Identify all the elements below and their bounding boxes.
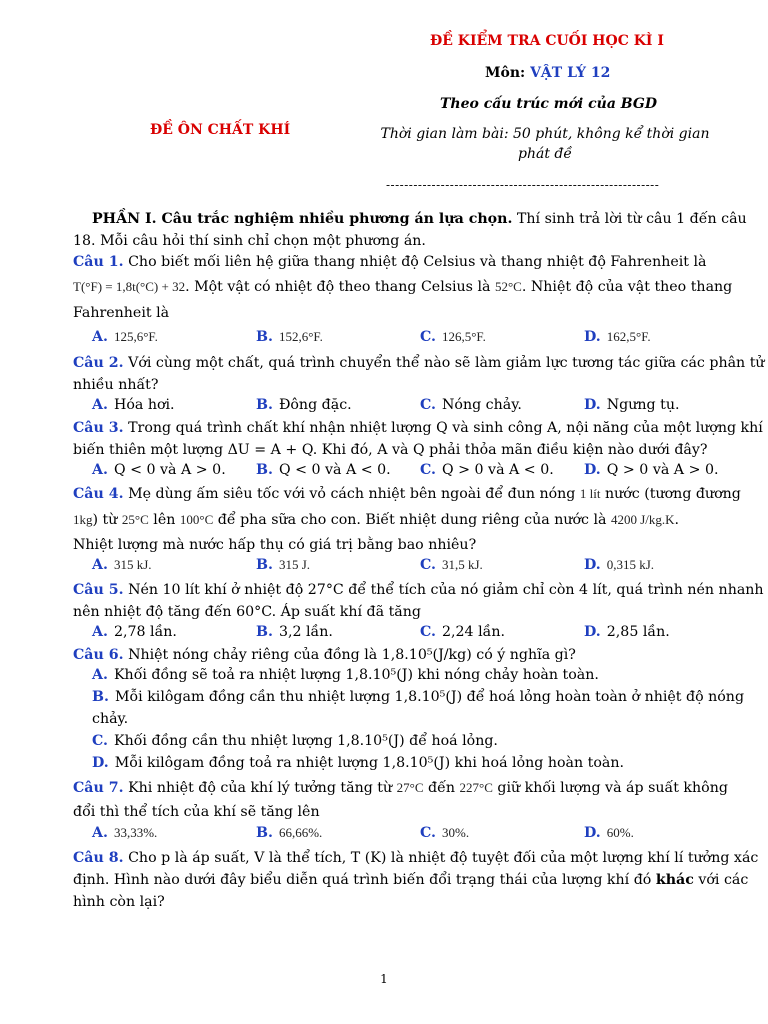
question-8-label: Câu 8. [73,850,124,866]
question-8-line-2: định. Hình nào dưới đây biểu diễn quá trình biến đổi trạng thái của lượng khí đó khác với các [73,872,749,888]
question-4-line-2: 1kg) từ 25°C lên 100°C để pha sữa cho con. Biết nhiệt dung riêng của nước là 4200 J/kg.K. [73,512,680,528]
q5-option-c: C. 2,24 lần. [420,624,505,640]
q8-emphasis: khác [655,872,694,888]
q7-option-a: A. 33,33%. [92,825,158,841]
q1-option-b: B. 152,6°F. [256,329,323,345]
q5-option-b: B. 3,2 lần. [256,624,333,640]
subject-line [485,65,610,81]
q7-option-c: C. 30%. [420,825,470,841]
question-2-line-2: nhiều nhất? [73,377,159,393]
q3-option-b: B. Q < 0 và A < 0. [256,462,391,478]
question-3-line-2: biến thiên một lượng ΔU = A + Q. Khi đó, A và Q phải thỏa mãn điều kiện nào dưới đây? [73,442,708,458]
question-1-line-3: Fahrenheit là [73,305,170,321]
question-4-line-1: Câu 4. Mẹ dùng ấm siêu tốc với vỏ cách nhiệt bên ngoài để đun nóng 1 lít nước (tương đương [73,486,741,502]
q1-option-d: D. 162,5°F. [584,329,651,345]
exam-title: ĐỀ KIỂM TRA CUỐI HỌC KÌ I [430,33,664,49]
question-2-line-1: Câu 2. Với cùng một chất, quá trình chuyển thể nào sẽ làm giảm lực tương tác giữa các phân tử [73,355,765,371]
q6-option-a: A. Khối đồng sẽ toả ra nhiệt lượng 1,8.10⁵(J) khi nóng chảy hoàn toàn. [92,667,599,683]
question-7-label: Câu 7. [73,780,124,796]
question-5-label: Câu 5. [73,582,124,598]
question-1-line-1: Câu 1. Cho biết mối liên hệ giữa thang nhiệt độ Celsius và thang nhiệt độ Fahrenheit là [73,254,707,270]
q6-option-d: D. Mỗi kilôgam đồng toả ra nhiệt lượng 1,8.10⁵(J) khi hoá lỏng hoàn toàn. [92,755,624,771]
structure-note: Theo cấu trúc mới của BGD [440,96,657,112]
question-2-label: Câu 2. [73,355,124,371]
question-7-line-1: Câu 7. Khi nhiệt độ của khí lý tưởng tăng từ 27°C đến 227°C giữ khối lượng và áp suất không [73,780,728,796]
q1-temperature: 52°C [494,279,522,294]
subject-value: VẬT LÝ 12 [530,65,611,81]
review-title: ĐỀ ÔN CHẤT KHÍ [150,122,291,138]
q2-option-b: B. Đông đặc. [256,397,352,413]
question-3-label: Câu 3. [73,420,124,436]
q6-option-c: C. Khối đồng cần thu nhiệt lượng 1,8.10⁵(J) để hoá lỏng. [92,733,498,749]
q6-option-b-continued: chảy. [92,711,129,727]
header-divider: ------------------------------------------------------------ [386,178,660,192]
question-1-line-2: T(°F) = 1,8t(°C) + 32. Một vật có nhiệt độ theo thang Celsius là 52°C. Nhiệt độ của vật theo thang [73,279,733,295]
q1-option-a: A. 125,6°F. [92,329,158,345]
time-line-1: Thời gian làm bài: 50 phút, không kể thời gian [380,126,710,142]
q6-option-b: B. Mỗi kilôgam đồng cần thu nhiệt lượng 1,8.10⁵(J) để hoá lỏng hoàn toàn ở nhiệt độ nóng [92,689,745,705]
question-5-line-1: Câu 5. Nén 10 lít khí ở nhiệt độ 27°C để thể tích của nó giảm chỉ còn 4 lít, quá trình nén nhanh [73,582,764,598]
q4-option-c: C. 31,5 kJ. [420,557,483,573]
q3-option-a: A. Q < 0 và A > 0. [92,462,226,478]
part1-line-2: 18. Mỗi câu hỏi thí sinh chỉ chọn một phương án. [73,233,426,249]
question-6-line-1: Câu 6. Nhiệt nóng chảy riêng của đồng là 1,8.10⁵(J/kg) có ý nghĩa gì? [73,647,576,663]
q2-option-c: C. Nóng chảy. [420,397,522,413]
q4-option-a: A. 315 kJ. [92,557,152,573]
q2-option-a: A. Hóa hơi. [92,397,175,413]
q5-option-d: D. 2,85 lần. [584,624,670,640]
q1-option-c: C. 126,5°F. [420,329,486,345]
q7-option-d: D. 60%. [584,825,634,841]
question-4-line-3: Nhiệt lượng mà nước hấp thụ có giá trị bằng bao nhiêu? [73,537,477,553]
q7-option-b: B. 66,66%. [256,825,323,841]
q3-option-d: D. Q > 0 và A > 0. [584,462,719,478]
q4-option-b: B. 315 J. [256,557,310,573]
time-line-2: phát đề [518,146,572,162]
page-number: 1 [380,972,388,986]
question-6-label: Câu 6. [73,647,124,663]
part1-line-1: PHẦN I. Câu trắc nghiệm nhiều phương án lựa chọn. Thí sinh trả lời từ câu 1 đến câu [92,211,747,227]
question-4-label: Câu 4. [73,486,124,502]
question-8-line-3: hình còn lại? [73,894,165,910]
question-8-line-1: Câu 8. Cho p là áp suất, V là thể tích, T (K) là nhiệt độ tuyệt đối của một lượng khí lí tưởng xác [73,850,759,866]
q1-formula: T(°F) = 1,8t(°C) + 32 [73,279,186,294]
q3-option-c: C. Q > 0 và A < 0. [420,462,554,478]
question-5-line-2: nên nhiệt độ tăng đến 60°C. Áp suất khí đã tăng [73,604,421,620]
part1-heading: PHẦN I. Câu trắc nghiệm nhiều phương án lựa chọn. [92,211,513,227]
subject-label: Môn: [485,65,526,81]
question-1-label: Câu 1. [73,254,124,270]
q5-option-a: A. 2,78 lần. [92,624,177,640]
q4-option-d: D. 0,315 kJ. [584,557,655,573]
question-7-line-2: đổi thì thể tích của khí sẽ tăng lên [73,804,320,820]
question-3-line-1: Câu 3. Trong quá trình chất khí nhận nhiệt lượng Q và sinh công A, nội năng của một lượng khí [73,420,763,436]
q2-option-d: D. Ngưng tụ. [584,397,680,413]
